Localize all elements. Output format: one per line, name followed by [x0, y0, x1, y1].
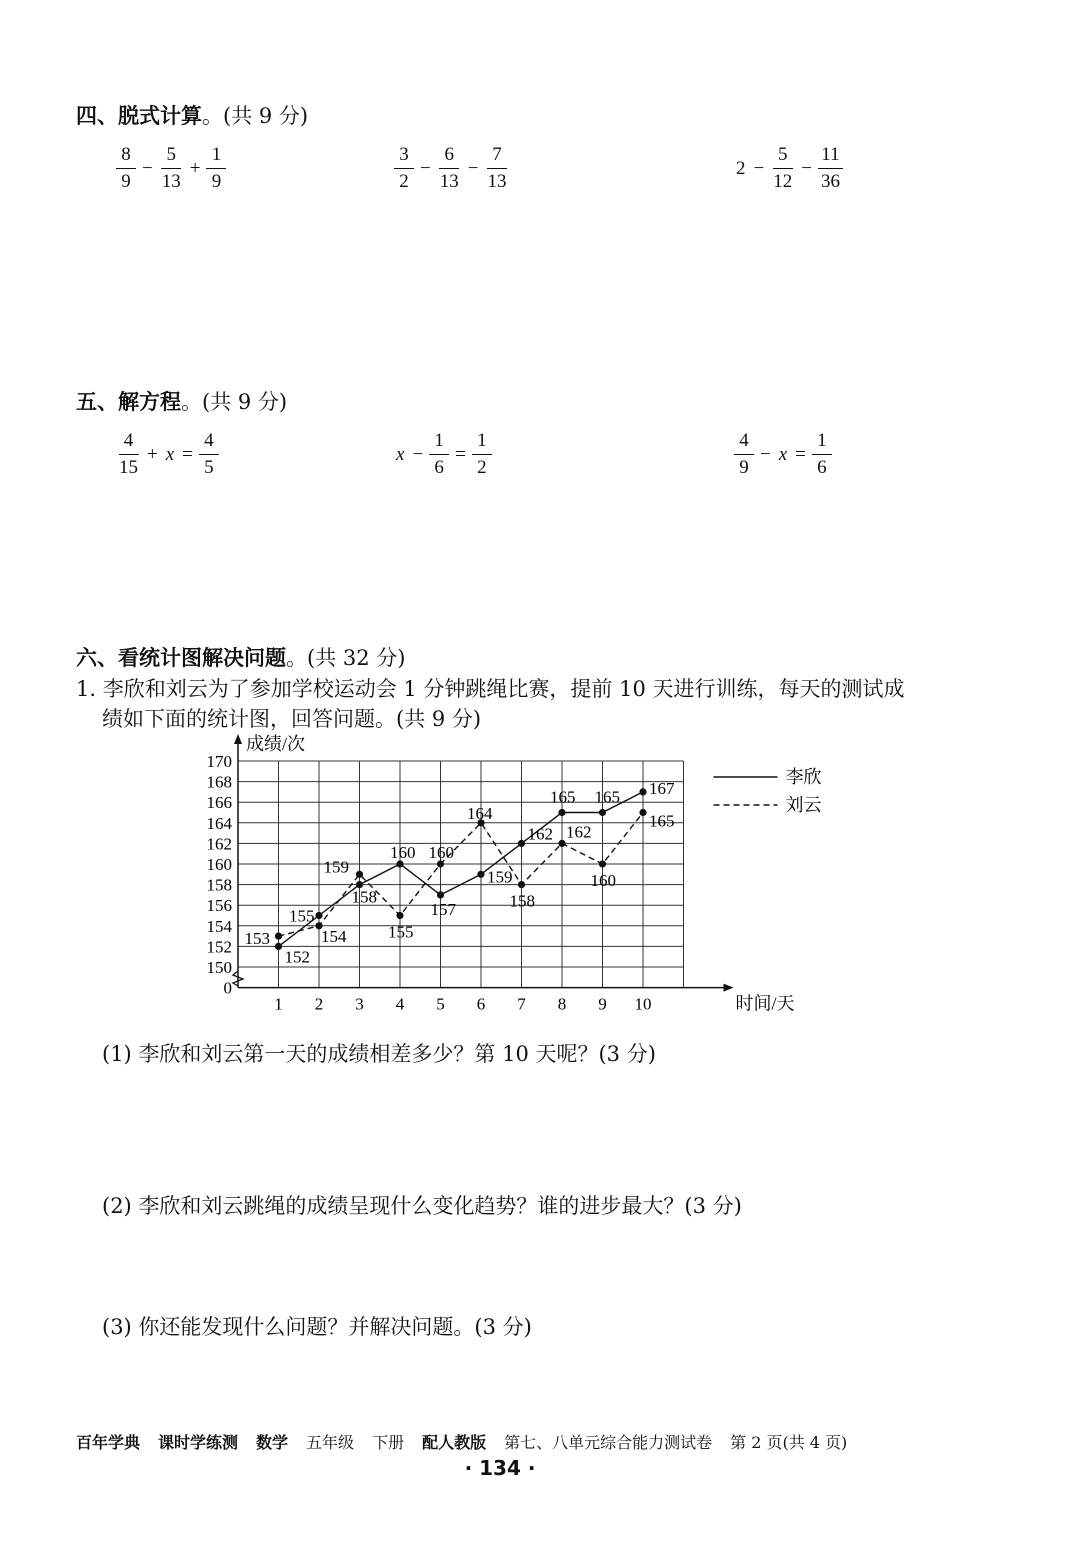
footer-subject: 数学 — [256, 1433, 289, 1452]
section4-heading — [76, 100, 308, 130]
y-tick-label: 152 — [206, 937, 232, 957]
y-tick-label: 168 — [206, 772, 232, 792]
variable: x — [778, 443, 788, 465]
data-label: 165 — [594, 787, 620, 807]
fraction-denominator: 12 — [773, 171, 793, 192]
fraction-numerator: 6 — [439, 144, 459, 169]
y-tick-label: 0 — [223, 978, 232, 998]
line-chart — [190, 730, 850, 1020]
footer-paper: 第七、八单元综合能力测试卷 — [504, 1433, 713, 1452]
x-tick-label: 10 — [634, 994, 652, 1014]
data-label: 159 — [487, 867, 513, 887]
data-label: 160 — [590, 871, 616, 890]
data-label: 159 — [323, 857, 349, 877]
y-tick-label: 150 — [206, 958, 232, 977]
legend-label: 李欣 — [785, 767, 822, 787]
section5-title: 五、解方程 — [76, 390, 181, 414]
data-label: 158 — [509, 891, 535, 911]
variable: x — [165, 443, 175, 465]
data-point — [518, 881, 525, 888]
fraction-denominator: 13 — [439, 171, 459, 192]
fraction-denominator: 2 — [477, 457, 487, 478]
data-label: 164 — [467, 803, 493, 823]
fraction-numerator: 1 — [812, 430, 832, 455]
equation-1 — [114, 430, 221, 479]
x-tick-label: 7 — [517, 994, 526, 1014]
data-point — [518, 840, 525, 847]
fraction-numerator: 1 — [472, 430, 492, 455]
fraction-denominator: 6 — [817, 457, 827, 478]
y-tick-label: 154 — [206, 916, 232, 936]
x-tick-label: 4 — [395, 994, 405, 1014]
fraction-denominator: 9 — [739, 457, 749, 478]
x-tick-label: 8 — [557, 994, 567, 1014]
equation-2 — [392, 430, 494, 479]
footer-edition: 配人教版 — [422, 1433, 487, 1452]
variable: x — [396, 443, 405, 465]
section6-points: 。(共 32 分) — [286, 646, 406, 670]
data-point — [396, 912, 403, 919]
fraction-numerator: 8 — [116, 144, 136, 169]
operator: − — [760, 443, 771, 465]
y-tick-label: 164 — [206, 813, 232, 833]
operator: − — [142, 157, 153, 179]
operator: − — [753, 157, 765, 179]
section6-heading — [76, 642, 405, 672]
x-tick-label: 2 — [314, 994, 324, 1014]
y-tick-label: 162 — [206, 834, 232, 854]
fraction-numerator: 4 — [119, 430, 139, 455]
operator: + — [147, 443, 158, 465]
y-tick-label: 160 — [206, 855, 232, 874]
question-1-line2: 绩如下面的统计图，回答问题。(共 9 分) — [102, 707, 482, 731]
data-label: 165 — [649, 811, 675, 831]
data-label: 162 — [527, 824, 553, 844]
fraction-denominator: 5 — [204, 457, 214, 478]
data-label: 157 — [430, 899, 456, 919]
fraction-denominator: 6 — [434, 457, 444, 478]
operator: − — [420, 157, 431, 179]
data-label: 155 — [388, 922, 414, 942]
whole-number: 2 — [736, 157, 746, 179]
data-point — [275, 933, 282, 940]
fraction-denominator: 13 — [487, 171, 507, 192]
section5-heading — [76, 386, 287, 416]
data-label: 154 — [321, 926, 347, 946]
fraction-denominator: 9 — [121, 171, 131, 192]
data-label: 167 — [649, 778, 675, 798]
fraction-numerator: 7 — [487, 144, 507, 169]
x-axis-title: 时间/天 — [735, 993, 795, 1014]
fraction-numerator: 4 — [199, 430, 219, 455]
data-label: 165 — [550, 787, 576, 807]
footer-brand: 百年学典 — [76, 1433, 141, 1452]
fraction-numerator: 1 — [429, 430, 449, 455]
operator: − — [467, 157, 479, 179]
equals-sign: = — [455, 443, 466, 465]
footer-volume: 下册 — [372, 1433, 405, 1452]
x-tick-label: 6 — [476, 994, 486, 1014]
chart-legend — [714, 767, 822, 815]
footer-grade: 五年级 — [306, 1433, 355, 1452]
footer-series: 课时学练测 — [158, 1433, 239, 1452]
data-point — [437, 891, 444, 898]
page-number: · 134 · — [464, 1456, 536, 1480]
equation-3 — [732, 430, 834, 479]
data-point — [558, 809, 565, 816]
data-label: 160 — [428, 843, 454, 862]
page-footer — [76, 1430, 865, 1453]
data-label: 155 — [289, 906, 315, 926]
x-tick-label: 3 — [355, 994, 364, 1014]
y-tick-label: 158 — [206, 875, 232, 895]
data-point — [639, 788, 646, 795]
operator: + — [189, 157, 201, 179]
footer-page-info: 第 2 页(共 4 页) — [730, 1433, 848, 1452]
data-point — [599, 860, 606, 867]
question-1-line1: 1. 李欣和刘云为了参加学校运动会 1 分钟跳绳比赛，提前 10 天进行训练，每天的测试成 — [76, 677, 905, 701]
fraction-denominator: 9 — [211, 171, 222, 192]
calc-problem-3 — [732, 144, 845, 193]
chart-labels — [207, 734, 795, 1014]
operator: − — [801, 157, 812, 179]
data-point — [477, 871, 484, 878]
fraction-numerator: 1 — [206, 144, 226, 169]
data-point — [639, 809, 646, 816]
fraction-denominator: 2 — [399, 171, 409, 192]
fraction-denominator: 13 — [161, 171, 181, 192]
fraction-denominator: 36 — [820, 171, 840, 192]
x-tick-label: 9 — [598, 994, 607, 1014]
x-tick-label: 5 — [436, 994, 445, 1014]
data-label: 152 — [284, 947, 310, 967]
data-point — [558, 840, 565, 847]
x-tick-label: 1 — [274, 994, 283, 1014]
fraction-numerator: 5 — [161, 144, 181, 169]
data-label: 153 — [244, 929, 270, 949]
data-point — [315, 912, 322, 919]
y-tick-label: 170 — [206, 752, 232, 771]
section5-points: 。(共 9 分) — [181, 390, 288, 414]
data-point — [599, 809, 606, 816]
fraction-numerator: 11 — [818, 144, 842, 169]
y-axis-title: 成绩/次 — [246, 734, 306, 754]
fraction-numerator: 5 — [773, 144, 793, 169]
sub-question-3: (3) 你还能发现什么问题？并解决问题。(3 分) — [102, 1315, 532, 1339]
data-label: 162 — [566, 822, 592, 842]
legend-label: 刘云 — [785, 795, 822, 815]
fraction-denominator: 15 — [119, 457, 138, 478]
section4-points: 。(共 9 分) — [202, 104, 309, 128]
section4-title: 四、脱式计算 — [76, 104, 202, 128]
y-axis-arrow — [234, 734, 242, 744]
data-point — [356, 871, 363, 878]
operator: − — [412, 443, 424, 465]
calc-problem-1 — [114, 144, 228, 193]
section6-title: 六、看统计图解决问题 — [76, 646, 286, 670]
equals-sign: = — [182, 443, 193, 465]
y-tick-label: 156 — [206, 896, 232, 916]
fraction-numerator: 3 — [394, 144, 414, 169]
fraction-numerator: 4 — [734, 430, 754, 455]
equals-sign: = — [795, 443, 806, 465]
sub-question-2: (2) 李欣和刘云跳绳的成绩呈现什么变化趋势？谁的进步最大？(3 分) — [102, 1194, 742, 1218]
calc-problem-2 — [392, 144, 511, 193]
x-axis-arrow — [724, 984, 734, 992]
y-tick-label: 166 — [206, 793, 232, 813]
sub-question-1: (1) 李欣和刘云第一天的成绩相差多少？第 10 天呢？(3 分) — [102, 1042, 656, 1066]
data-label: 160 — [390, 843, 416, 862]
data-point — [275, 943, 282, 950]
data-label: 158 — [351, 887, 377, 907]
